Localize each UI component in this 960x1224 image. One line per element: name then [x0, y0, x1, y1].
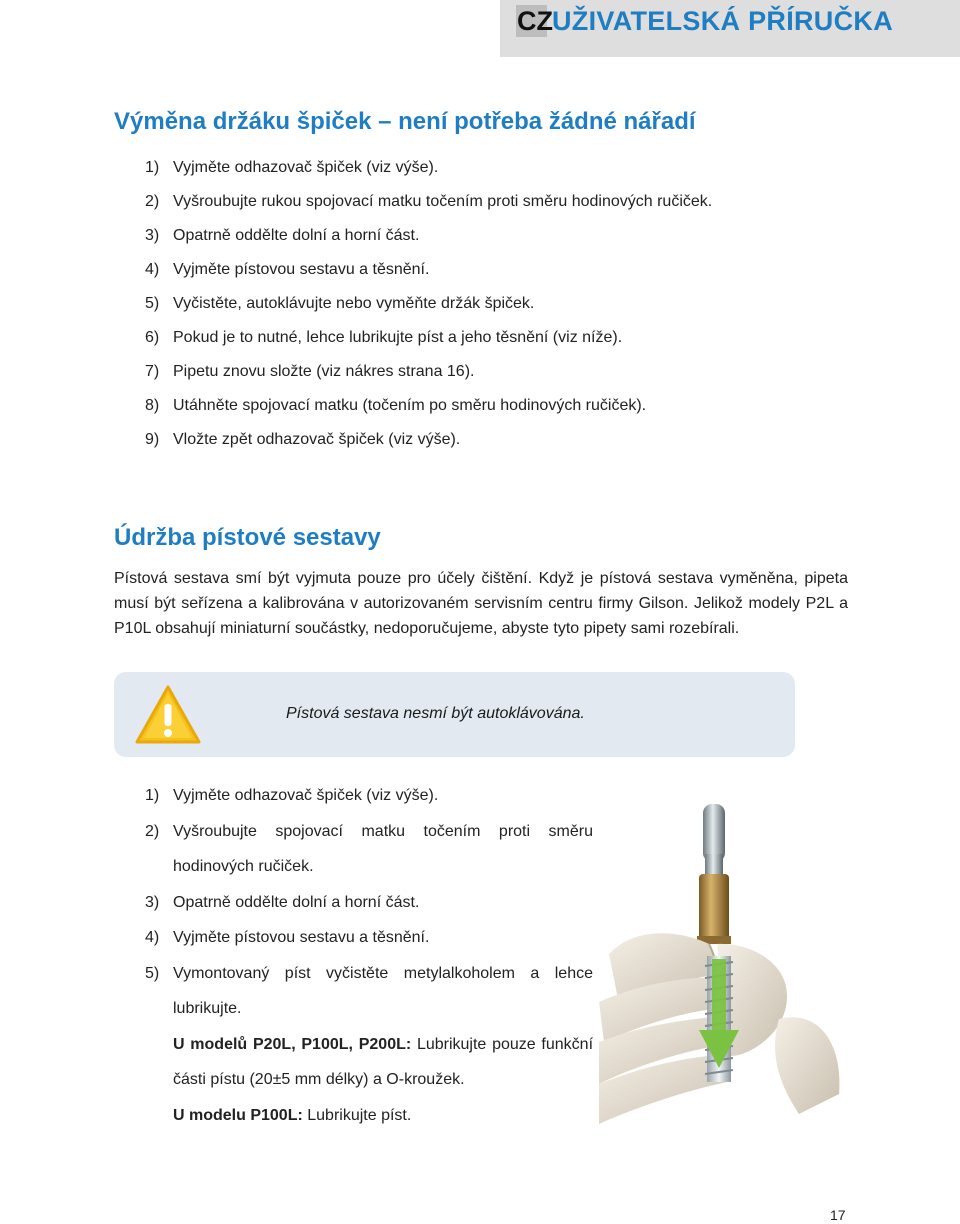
list-item: 2) Vyšroubujte spojovací matku točením proti směru hodinových ručiček. [145, 822, 593, 875]
list-item: 3) Opatrně oddělte dolní a horní část. [145, 227, 420, 244]
tip-holder-steps [145, 151, 712, 457]
list-item: 8) Utáhněte spojovací matku (točením po směru hodinových ručiček). [145, 397, 647, 414]
list-item: 1) Vyjměte odhazovač špiček (viz výše). [145, 159, 439, 176]
list-item: 4) Vyjměte pístovou sestavu a těsnění. [145, 261, 430, 278]
piston-assembly-photo [599, 794, 843, 1156]
list-item: 9) Vložte zpět odhazovač špiček (viz výše). [145, 431, 461, 448]
section-title-piston-maintenance: Údržba pístové sestavy [114, 524, 381, 551]
list-item: 1) Vyjměte odhazovač špiček (viz výše). [145, 787, 439, 804]
section-title-tip-holder: Výměna držáku špiček – není potřeba žádné nářadí [114, 108, 696, 135]
list-item: 6) Pokud je to nutné, lehce lubrikujte píst a jeho těsnění (viz níže). [145, 329, 623, 346]
warning-triangle-icon [134, 684, 202, 746]
list-item: 2) Vyšroubujte rukou spojovací matku točením proti směru hodinových ručiček. [145, 193, 713, 210]
header-lang: CZ [517, 6, 553, 36]
warning-box [114, 672, 795, 757]
list-item: 5) Vyčistěte, autoklávujte nebo vyměňte držák špiček. [145, 295, 535, 312]
lubrication-note: U modelu P100L: Lubrikujte píst. [173, 1106, 412, 1124]
piston-maintenance-paragraph: Pístová sestava smí být vyjmuta pouze pro účely čištění. Když je pístová sestava vyměněna, pipeta musí být seřízena a kalibrována v autorizovaném servisním centru firmy Gilson. Jelikož modely P2L a P10L obsahují miniaturní součástky, nedoporučujeme, abyste tyto pipety sami rozebírali. [114, 570, 848, 637]
lubrication-note: U modelů P20L, P100L, P200L: Lubrikujte pouze funkční části pístu (20±5 mm délky) a O-kroužek. [173, 1035, 594, 1088]
list-item: 7) Pipetu znovu složte (viz nákres strana 16). [145, 363, 475, 380]
header-title: UŽIVATELSKÁ PŘÍRUČKA [552, 6, 893, 36]
page-number: 17 [830, 1207, 846, 1223]
list-item: 4) Vyjměte pístovou sestavu a těsnění. [145, 929, 430, 946]
list-item: 5) Vymontovaný píst vyčistěte metylalkoholem a lehce lubrikujte. [145, 964, 593, 1017]
piston-steps [145, 778, 593, 1133]
list-item: 3) Opatrně oddělte dolní a horní část. [145, 893, 420, 911]
warning-text: Pístová sestava nesmí být autoklávována. [286, 705, 585, 722]
